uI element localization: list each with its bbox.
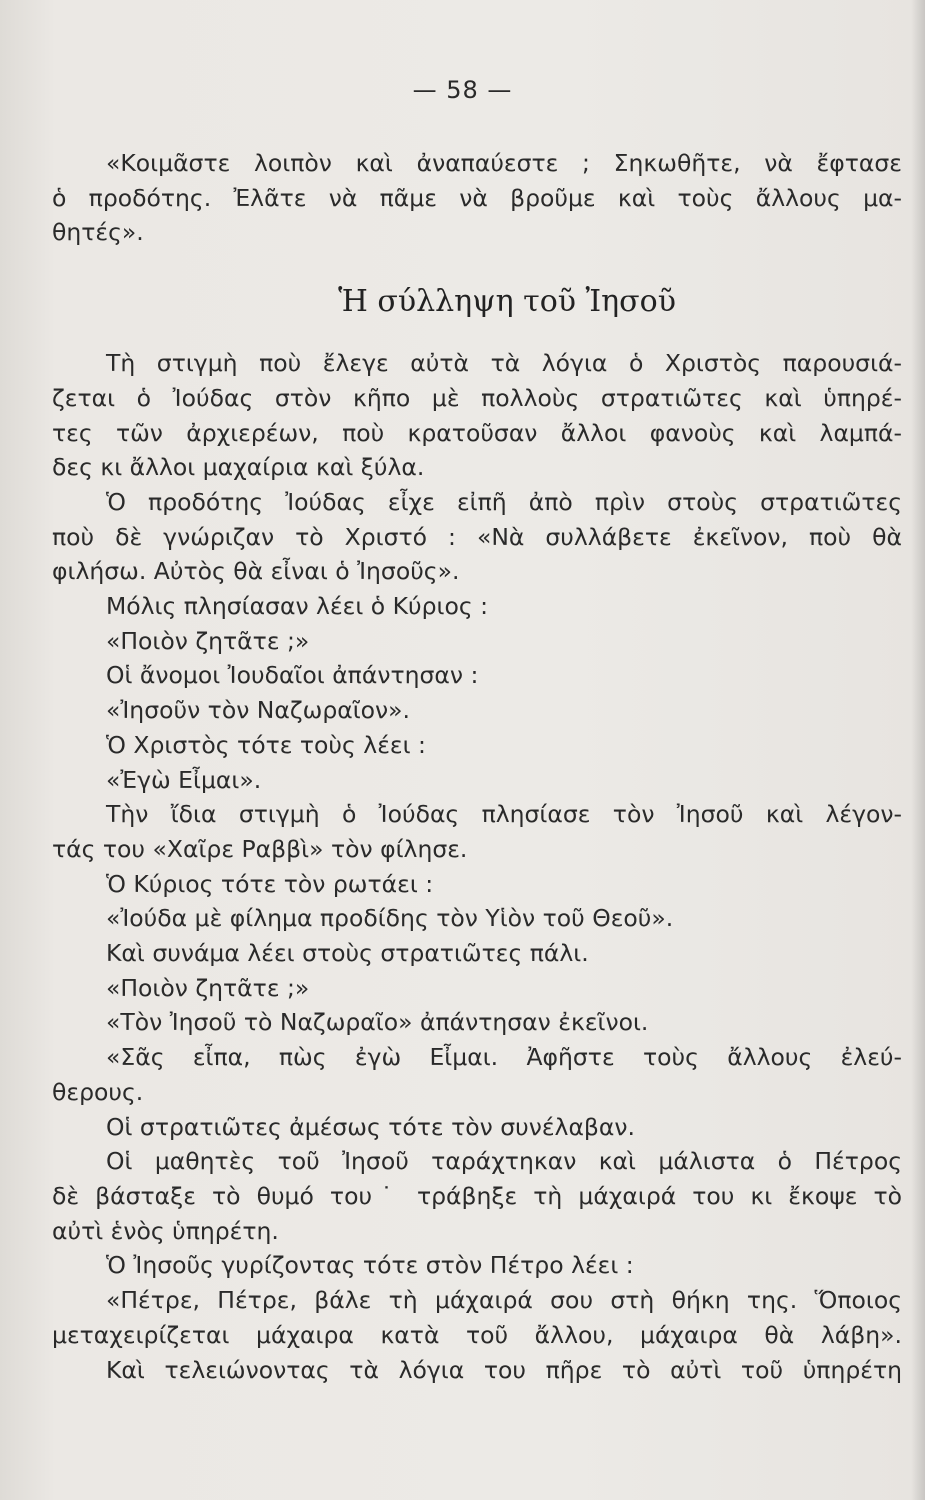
text-line: «Ἰούδα μὲ φίλημα προδίδης τὸν Υἱὸν τοῦ Θεοῦ». xyxy=(106,904,674,933)
text-line: «Ποιὸν ζητᾶτε ;» xyxy=(106,973,310,1002)
text-line: Ὁ Ἰησοῦς γυρίζοντας τότε στὸν Πέτρο λέει : xyxy=(106,1251,634,1280)
text-line: Ὁ προδότης Ἰούδας εἶχε εἰπῆ ἀπὸ πρὶν στοὺς στρατιῶτες xyxy=(106,487,902,516)
text-line: «Ποιὸν ζητᾶτε ;» xyxy=(106,626,310,655)
text-line: αὐτὶ ἑνὸς ὑπηρέτη. xyxy=(52,1216,279,1245)
text-line: τες τῶν ἀρχιερέων, ποὺ κρατοῦσαν ἄλλοι φανοὺς καὶ λαμπά- xyxy=(52,418,902,447)
text-line: θητές». xyxy=(52,218,144,247)
text-line: Οἱ μαθητὲς τοῦ Ἰησοῦ ταράχτηκαν καὶ μάλιστα ὁ Πέτρος xyxy=(106,1147,902,1176)
page-text xyxy=(52,146,902,1387)
text-line: Ὁ Κύριος τότε τὸν ρωτάει : xyxy=(106,869,434,898)
text-line: μεταχειρίζεται μάχαιρα κατὰ τοῦ ἄλλου, μάχαιρα θὰ λάβη». xyxy=(52,1320,902,1349)
chapter-body xyxy=(52,346,902,1387)
text-line: ζεται ὁ Ἰούδας στὸν κῆπο μὲ πολλοὺς στρατιῶτες καὶ ὑπηρέ- xyxy=(52,383,902,412)
text-line: «Ἰησοῦν τὸν Ναζωραῖον». xyxy=(106,696,411,725)
text-line: δες κι ἄλλοι μαχαίρια καὶ ξύλα. xyxy=(52,453,425,482)
text-line: Ὁ Χριστὸς τότε τοὺς λέει : xyxy=(106,730,426,759)
text-line: θερους. xyxy=(52,1077,144,1106)
text-line: «Ἐγὼ Εἶμαι». xyxy=(106,765,262,794)
text-line: Οἱ στρατιῶτες ἀμέσως τότε τὸν συνέλαβαν. xyxy=(106,1112,636,1141)
text-line: «Πέτρε, Πέτρε, βάλε τὴ μάχαιρά σου στὴ θήκη της. Ὅποιος xyxy=(106,1286,902,1315)
page-number: — 58 — xyxy=(412,76,513,104)
text-line: δὲ βάσταξε τὸ θυμό του˙ τράβηξε τὴ μάχαιρά του κι ἔκοψε τὸ xyxy=(52,1181,902,1210)
text-line: «Κοιμᾶστε λοιπὸν καὶ ἀναπαύεστε ; Σηκωθῆτε, νὰ ἔφτασε xyxy=(106,149,902,177)
text-line: φιλήσω. Αὐτὸς θὰ εἶναι ὁ Ἰησοῦς». xyxy=(52,557,460,586)
text-line: Καὶ τελειώνοντας τὰ λόγια του πῆρε τὸ αὐτὶ τοῦ ὑπηρέτη xyxy=(106,1355,902,1384)
text-line: Τὴν ἴδια στιγμὴ ὁ Ἰούδας πλησίασε τὸν Ἰησοῦ καὶ λέγον- xyxy=(106,800,902,829)
page-binding-shadow xyxy=(911,0,925,1500)
text-line: Τὴ στιγμὴ ποὺ ἔλεγε αὐτὰ τὰ λόγια ὁ Χριστὸς παρουσιά- xyxy=(106,349,902,378)
text-line: Καὶ συνάμα λέει στοὺς στρατιῶτες πάλι. xyxy=(106,939,589,968)
text-line: ὁ προδότης. Ἐλᾶτε νὰ πᾶμε νὰ βροῦμε καὶ τοὺς ἄλλους μα- xyxy=(52,183,902,212)
text-line: ποὺ δὲ γνώριζαν τὸ Χριστό : «Νὰ συλλάβετε ἐκεῖνον, ποὺ θὰ xyxy=(52,522,902,551)
text-line: «Σᾶς εἶπα, πὼς ἐγὼ Εἶμαι. Ἀφῆστε τοὺς ἄλλους ἐλεύ- xyxy=(106,1043,902,1072)
text-line: Μόλις πλησίασαν λέει ὁ Κύριος : xyxy=(106,592,489,621)
text-line: Οἱ ἄνομοι Ἰουδαῖοι ἀπάντησαν : xyxy=(106,661,479,690)
text-line: τάς του «Χαῖρε Ραββὶ» τὸν φίλησε. xyxy=(52,834,468,863)
text-line: «Τὸν Ἰησοῦ τὸ Ναζωραῖο» ἀπάντησαν ἐκεῖνοι. xyxy=(106,1008,649,1037)
chapter-title: Ἡ σύλληψη τοῦ Ἰησοῦ xyxy=(338,284,676,320)
opening-paragraph xyxy=(52,146,902,250)
